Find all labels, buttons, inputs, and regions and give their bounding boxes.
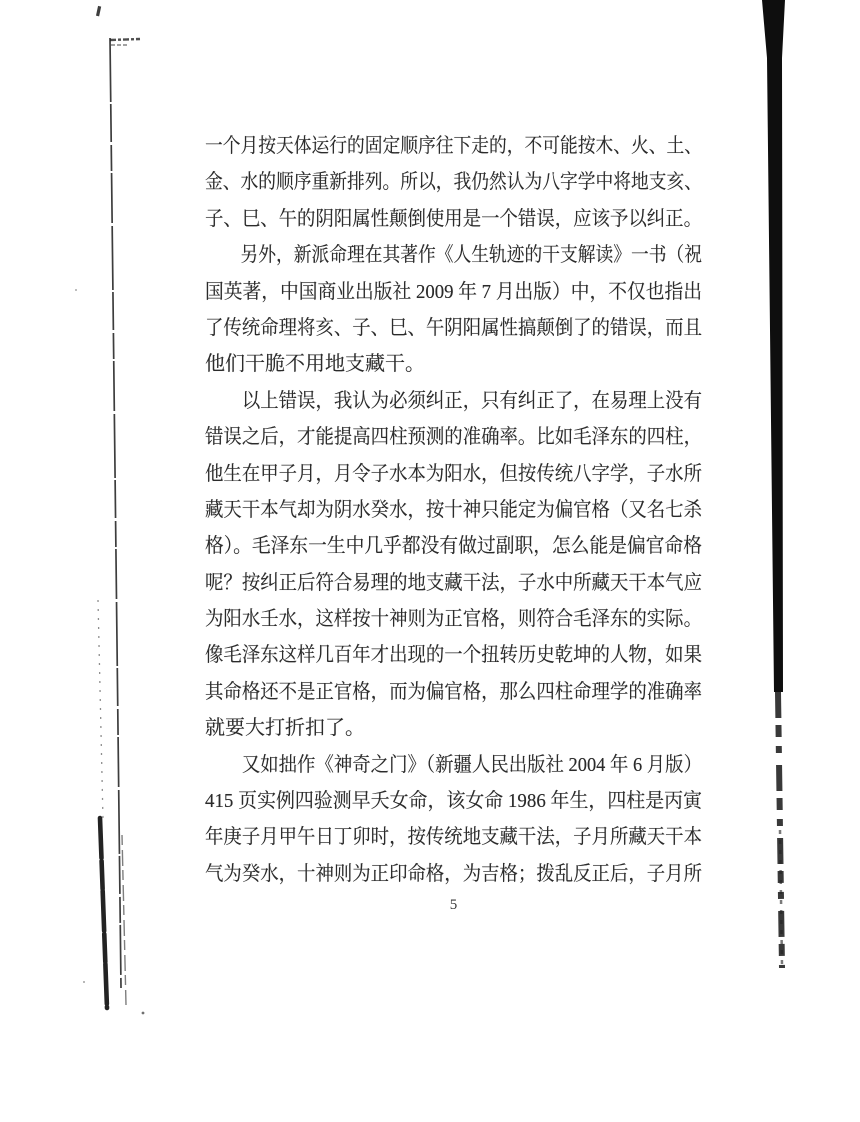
scan-speck: [75, 289, 77, 291]
scan-artifact-right-bar-tail: [778, 692, 782, 968]
page-number: 5: [449, 897, 458, 913]
scan-artifact-top-speck: [96, 6, 101, 16]
text-line: 一个月按天体运行的固定顺序往下走的，不可能按木、火、土、: [205, 135, 702, 157]
paragraph: [205, 237, 702, 383]
text-line: 其命格还不是正官格，而为偏官格，那么四柱命理学的准确率: [205, 680, 702, 703]
scan-artifact-left-line: [110, 38, 121, 988]
scan-speck: [142, 1012, 145, 1015]
scan-artifact-left-dots: [98, 600, 103, 820]
text-line: 像毛泽东这样几百年才出现的一个扭转历史乾坤的人物，如果: [205, 644, 702, 667]
text-line: 另外，新派命理在其著作《人生轨迹的干支解读》一书（祝: [240, 244, 702, 267]
scan-artifact-left-streak: [100, 818, 107, 1008]
paragraph: [205, 128, 702, 237]
text-line: 金、水的顺序重新排列。所以，我仍然认为八字学中将地支亥、: [205, 171, 702, 194]
text-line: 又如拙作《神奇之门》（新疆人民出版社 2004 年 6 月版）: [241, 753, 702, 776]
text-line: 为阳水壬水，这样按十神则为正官格，则符合毛泽东的实际。: [205, 608, 702, 631]
text-line: 呢？按纠正后符合易理的地支藏干法，子水中所藏天干本气应: [205, 571, 702, 594]
scan-artifact-top-smudge: [110, 39, 140, 40]
text-line: 以上错误，我认为必须纠正，只有纠正了，在易理上没有: [241, 389, 702, 412]
text-line: 他们干脆不用地支藏干。: [205, 353, 425, 376]
paragraph: [205, 383, 702, 747]
text-line: 气为癸水，十神则为正印命格，为吉格；拨乱反正后，子月所: [205, 862, 702, 885]
text-line: 就要大打折扣了。: [205, 717, 365, 740]
scan-artifact-right-bar: [762, 0, 785, 692]
text-line: 藏天干本气却为阴水癸水，按十神只能定为偏官格（又名七杀: [205, 498, 702, 521]
text-line: 错误之后，才能提高四柱预测的准确率。比如毛泽东的四柱，: [205, 426, 702, 449]
body-text: [205, 128, 702, 892]
text-line: 他生在甲子月，月令子水本为阳水，但按传统八字学，子水所: [205, 462, 702, 485]
text-line: 子、巳、午的阴阳属性颠倒使用是一个错误，应该予以纠正。: [205, 207, 702, 230]
text-line: 年庚子月甲午日丁卯时，按传统地支藏干法，子月所藏天干本: [205, 826, 702, 849]
paragraph: [205, 747, 702, 893]
scan-artifact-right-bar-tail-thin: [780, 830, 782, 965]
text-line: 国英著，中国商业出版社 2009 年 7 月出版）中，不仅也指出: [205, 280, 702, 303]
scan-speck: [83, 981, 85, 983]
text-line: 了传统命理将亥、子、巳、午阴阳属性搞颠倒了的错误，而且: [205, 316, 702, 339]
text-line: 格）。毛泽东一生中几乎都没有做过副职，怎么能是偏官命格: [205, 535, 702, 558]
scan-artifact-left-inner-lower: [122, 835, 126, 1005]
text-line: 415 页实例四验测早夭女命，该女命 1986 年生，四柱是丙寅: [205, 790, 702, 813]
